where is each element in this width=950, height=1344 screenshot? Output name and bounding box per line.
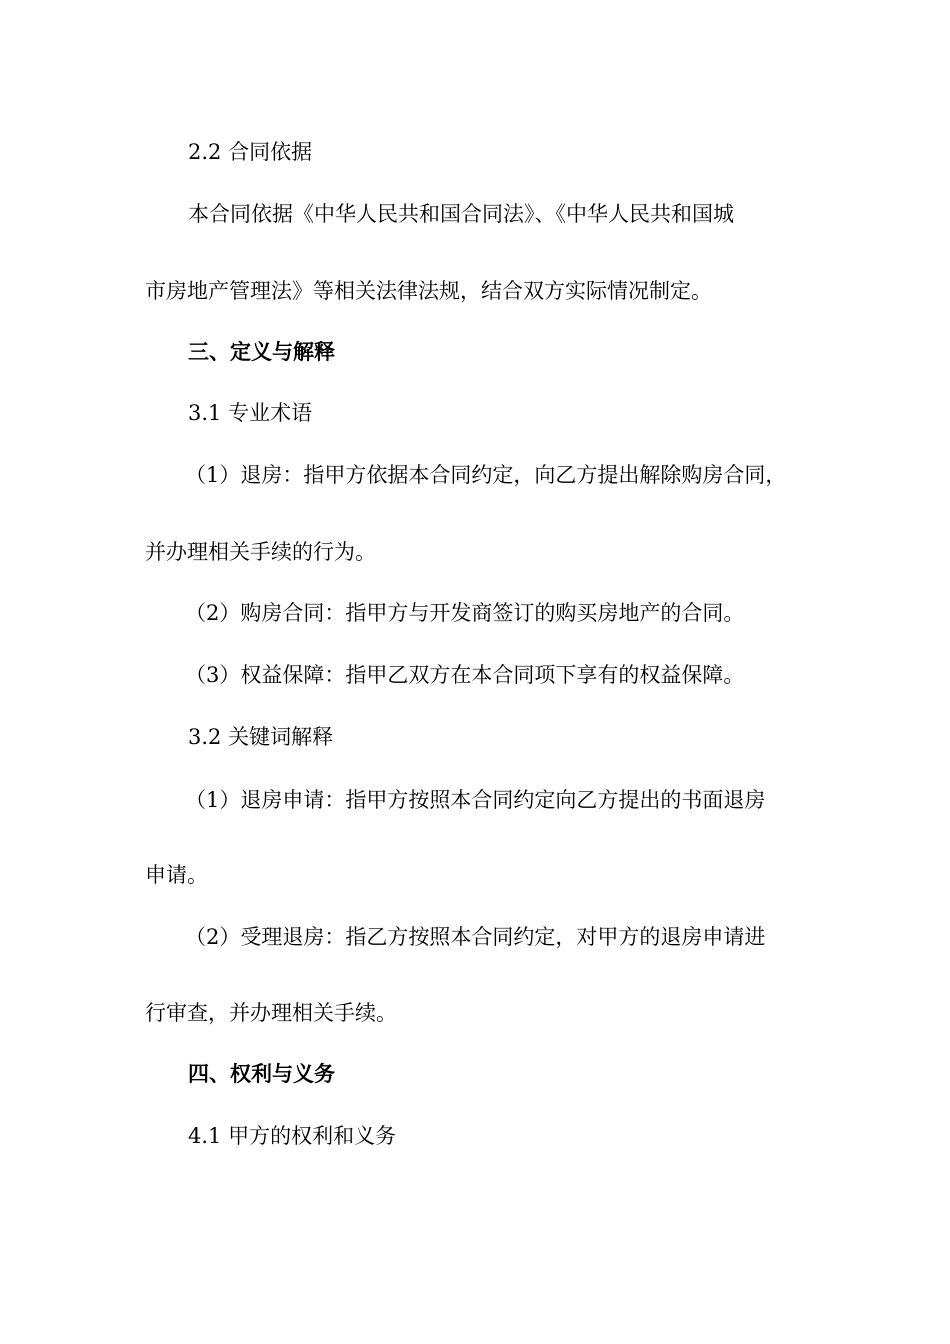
section-4-1-heading: 4.1 甲方的权利和义务 [188, 1124, 397, 1148]
keyword-checkout-application-line-2: 申请。 [145, 863, 208, 887]
section-4-heading: 四、权利与义务 [188, 1061, 335, 1086]
section-3-heading: 三、定义与解释 [188, 339, 335, 364]
keyword-accept-checkout-line-1: （2）受理退房：指乙方按照本合同约定，对甲方的退房申请进 [185, 925, 766, 949]
section-3-2-heading: 3.2 关键词解释 [188, 725, 334, 749]
term-checkout-line-1: （1）退房：指甲方依据本合同约定，向乙方提出解除购房合同， [185, 463, 787, 487]
keyword-checkout-application-line-1: （1）退房申请：指甲方按照本合同约定向乙方提出的书面退房 [185, 788, 766, 812]
term-rights-protection: （3）权益保障：指甲乙双方在本合同项下享有的权益保障。 [185, 663, 745, 687]
term-checkout-line-2: 并办理相关手续的行为。 [145, 540, 376, 564]
section-2-2-heading: 2.2 合同依据 [188, 140, 313, 164]
term-purchase-contract: （2）购房合同：指甲方与开发商签订的购买房地产的合同。 [185, 601, 745, 625]
section-3-1-heading: 3.1 专业术语 [188, 401, 313, 425]
section-2-2-paragraph-line-2: 市房地产管理法》等相关法律法规，结合双方实际情况制定。 [145, 279, 712, 303]
section-2-2-paragraph-line-1: 本合同依据《中华人民共和国合同法》、《中华人民共和国城 [188, 202, 734, 226]
keyword-accept-checkout-line-2: 行审查，并办理相关手续。 [145, 1001, 397, 1025]
